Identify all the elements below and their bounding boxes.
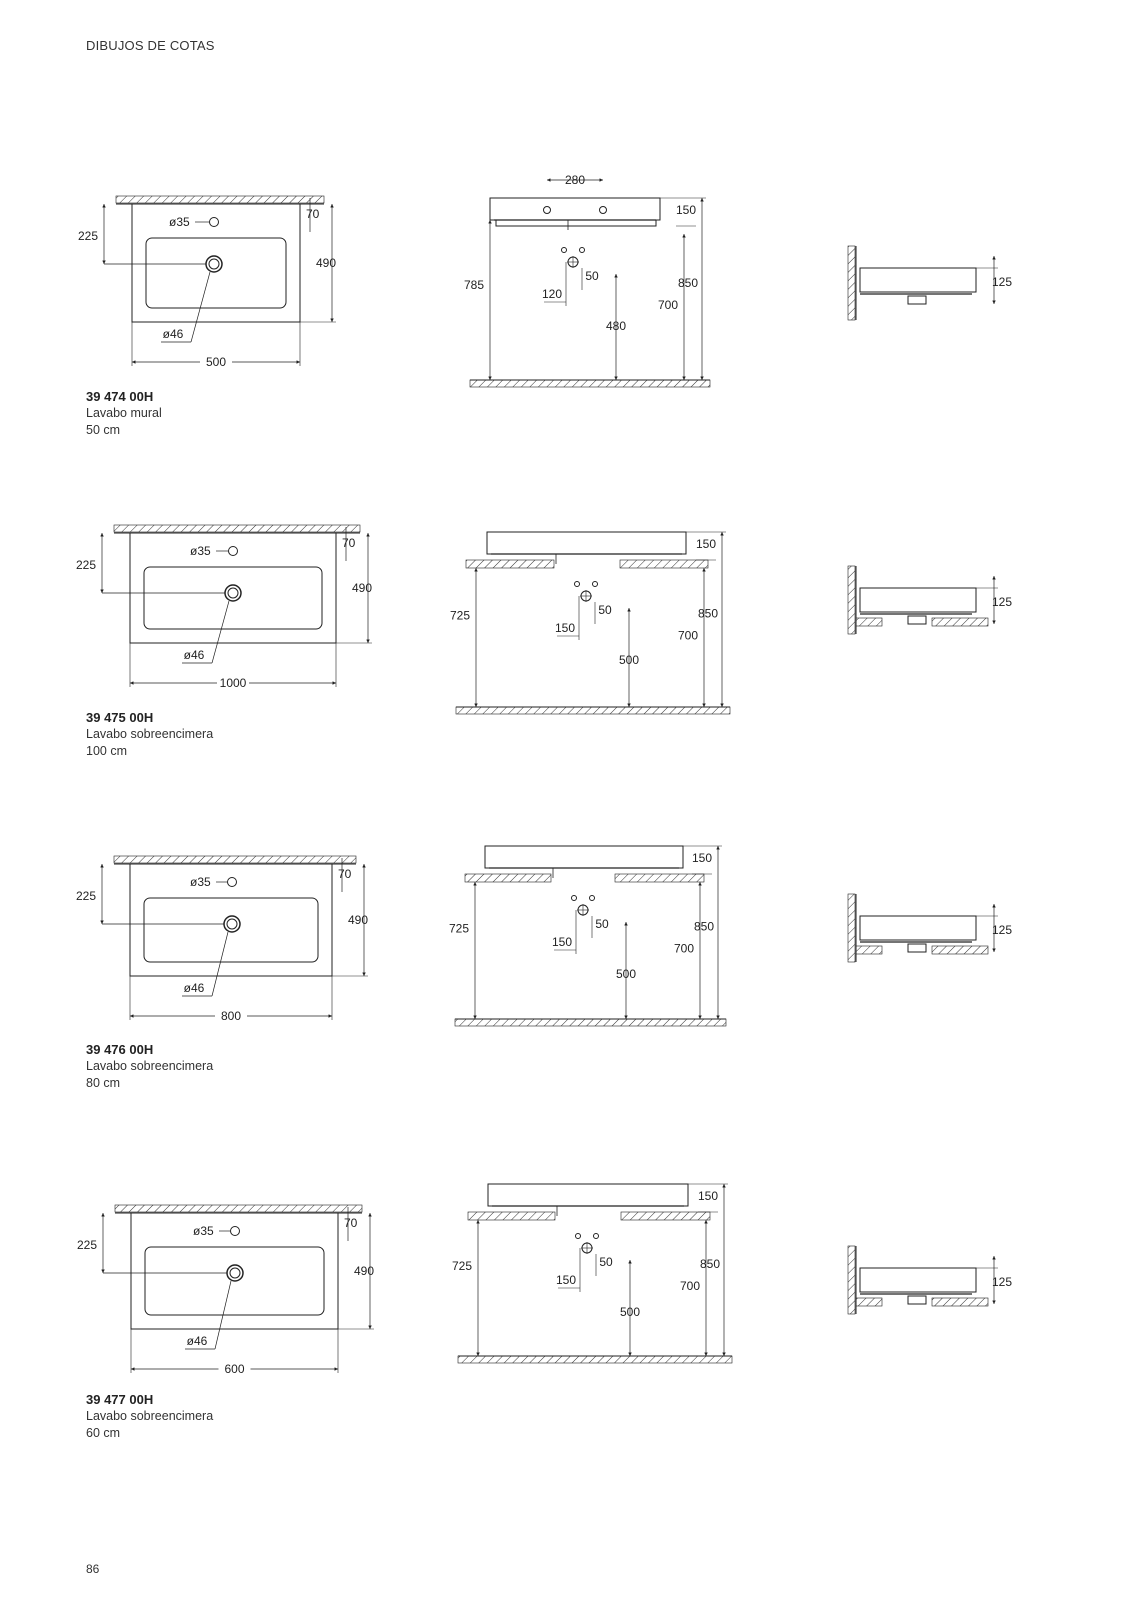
- basin-front: [487, 532, 686, 554]
- dimension-label: 700: [677, 628, 698, 643]
- product-name: Lavabo sobreencimera: [86, 727, 214, 741]
- width-label: 800: [220, 1009, 242, 1023]
- waste-inner: [227, 919, 237, 929]
- dimension-label: 150: [696, 537, 717, 551]
- waste-side: [908, 296, 926, 304]
- product-size: 50 cm: [86, 423, 121, 437]
- dimension-label: 700: [657, 298, 678, 312]
- dimension-label: 480: [605, 319, 627, 333]
- waste-label: ø46: [183, 648, 205, 662]
- basin-side: [860, 916, 976, 940]
- product-caption: [86, 388, 162, 439]
- counter-hatch: [465, 874, 551, 882]
- dimension-label: 225: [75, 558, 96, 572]
- tap-hole-label: ø35: [190, 875, 211, 889]
- valve: [594, 1234, 599, 1239]
- wall-hatch: [848, 246, 855, 320]
- waste-side: [908, 1296, 926, 1304]
- front-view: [449, 846, 726, 1026]
- dimension-label: 725: [448, 921, 469, 936]
- valve: [572, 896, 577, 901]
- product-code: 39 474 00H: [86, 389, 154, 404]
- basin-outline: [131, 1213, 338, 1329]
- waste-side: [908, 944, 926, 952]
- product-drawing-39477: [77, 1184, 1012, 1376]
- counter-hatch: [621, 1212, 710, 1220]
- product-name: Lavabo sobreencimera: [86, 1409, 214, 1423]
- tap-hole: [228, 878, 237, 887]
- waste-inner: [228, 588, 238, 598]
- dimension-label: 850: [697, 606, 718, 621]
- wall-hatch: [114, 856, 356, 863]
- dimension-label: 50: [595, 917, 609, 931]
- product-name: Lavabo sobreencimera: [86, 1059, 214, 1073]
- valve: [575, 582, 580, 587]
- basin-outline: [130, 864, 332, 976]
- dimension-label: 225: [76, 1238, 97, 1252]
- counter-hatch: [620, 560, 708, 568]
- dimension-label: 125: [992, 923, 1013, 937]
- product-code: 39 477 00H: [86, 1392, 154, 1407]
- front-view: [464, 173, 710, 387]
- wall-hatch: [848, 894, 855, 962]
- dimension-label: 850: [677, 276, 698, 290]
- valve: [580, 248, 585, 253]
- counter-hatch: [932, 946, 988, 954]
- wall-hatch: [848, 1246, 855, 1314]
- dimension-label: 500: [619, 1305, 641, 1319]
- leader-line: [212, 932, 228, 996]
- wall-hatch: [116, 196, 324, 203]
- product-drawing-39476: [76, 846, 1012, 1026]
- counter-hatch: [466, 560, 554, 568]
- valve: [593, 582, 598, 587]
- counter-hatch: [615, 874, 704, 882]
- waste-outer: [227, 1265, 243, 1281]
- dimension-label: 125: [992, 1275, 1013, 1289]
- dimension-label: 150: [692, 851, 713, 865]
- floor-hatch: [456, 707, 730, 714]
- basin-side: [860, 268, 976, 292]
- basin-front: [490, 198, 660, 220]
- width-label: 500: [205, 355, 227, 369]
- dimension-label: 700: [679, 1279, 700, 1293]
- dimension-label: 50: [599, 1255, 613, 1269]
- wall-hatch: [114, 525, 360, 532]
- waste-inner: [209, 259, 219, 269]
- dimension-label: 500: [615, 967, 637, 981]
- tap-hole-label: ø35: [190, 544, 211, 558]
- dimension-label: 70: [342, 536, 356, 550]
- product-caption: [86, 709, 213, 760]
- valve: [562, 248, 567, 253]
- waste-outer: [224, 916, 240, 932]
- product-code: 39 476 00H: [86, 1042, 154, 1057]
- basin-bowl: [146, 238, 286, 308]
- dimension-label: 125: [992, 595, 1013, 609]
- counter-hatch: [856, 946, 882, 954]
- counter-hatch: [932, 618, 988, 626]
- basin-side: [860, 588, 976, 612]
- dimension-label: 490: [351, 581, 373, 595]
- product-drawing-39475: [76, 525, 1012, 714]
- dimension-label: 490: [353, 1264, 375, 1278]
- dimension-label: 280: [564, 173, 586, 187]
- waste-label: ø46: [183, 981, 205, 995]
- valve: [590, 896, 595, 901]
- dimension-label: 120: [541, 287, 563, 301]
- side-view: [848, 566, 1012, 634]
- product-size: 100 cm: [86, 744, 127, 758]
- dimension-label: 725: [451, 1259, 472, 1273]
- page-title: DIBUJOS DE COTAS: [86, 38, 215, 53]
- floor-hatch: [458, 1356, 732, 1363]
- dimension-label: 500: [618, 653, 640, 667]
- dimension-label: 70: [344, 1216, 358, 1230]
- tap-hole: [231, 1227, 240, 1236]
- product-code: 39 475 00H: [86, 710, 154, 725]
- tap-hole: [544, 207, 551, 214]
- basin-outline: [132, 204, 300, 322]
- product-size: 60 cm: [86, 1426, 121, 1440]
- dimension-label: 150: [554, 621, 576, 635]
- waste-label: ø46: [186, 1334, 208, 1348]
- waste-outer: [206, 256, 222, 272]
- dimension-label: 700: [673, 941, 694, 956]
- dimension-label: 225: [75, 889, 96, 903]
- basin-side: [860, 1268, 976, 1292]
- dimension-label: 490: [347, 913, 369, 927]
- dimension-label: 125: [992, 275, 1013, 289]
- tap-hole-label: ø35: [193, 1224, 214, 1238]
- tap-hole-label: ø35: [169, 215, 190, 229]
- side-view: [848, 894, 1012, 962]
- product-caption: [86, 1041, 213, 1092]
- dimension-label: 50: [585, 269, 599, 283]
- dimension-label: 225: [77, 229, 98, 243]
- basin-front: [488, 1184, 688, 1206]
- dimension-label: 50: [598, 603, 612, 617]
- counter-hatch: [856, 1298, 882, 1306]
- top-view: [78, 196, 336, 369]
- dimension-label: 150: [676, 203, 697, 217]
- wall-hatch: [115, 1205, 362, 1212]
- width-label: 1000: [219, 676, 247, 690]
- leader-line: [191, 272, 210, 342]
- tap-hole: [600, 207, 607, 214]
- floor-hatch: [470, 380, 710, 387]
- valve: [576, 1234, 581, 1239]
- product-name: Lavabo mural: [86, 406, 162, 420]
- leader-line: [212, 601, 229, 663]
- dimension-label: 70: [306, 207, 320, 221]
- wall-hatch: [848, 566, 855, 634]
- counter-hatch: [856, 618, 882, 626]
- floor-hatch: [455, 1019, 726, 1026]
- dimension-label: 150: [698, 1189, 719, 1203]
- basin-bowl: [144, 898, 318, 962]
- page-number: 86: [86, 1562, 100, 1576]
- front-view: [452, 1184, 732, 1363]
- side-view: [848, 1246, 1012, 1314]
- width-label: 600: [224, 1362, 245, 1376]
- product-size: 80 cm: [86, 1076, 121, 1090]
- waste-label: ø46: [162, 327, 184, 341]
- tap-hole: [210, 218, 219, 227]
- dimension-label: 850: [699, 1257, 720, 1271]
- top-view: [76, 525, 372, 690]
- dimension-label: 785: [463, 278, 484, 292]
- counter-hatch: [932, 1298, 988, 1306]
- waste-side: [908, 616, 926, 624]
- front-view: [450, 532, 730, 714]
- waste-outer: [225, 585, 241, 601]
- dimension-label: 850: [693, 919, 714, 934]
- side-view: [848, 246, 1012, 320]
- top-view: [76, 856, 368, 1023]
- basin-front: [485, 846, 683, 868]
- dimension-label: 725: [449, 608, 470, 623]
- dimension-label: 70: [338, 867, 352, 881]
- top-view: [77, 1205, 374, 1376]
- dimension-label: 490: [315, 256, 337, 270]
- product-caption: [86, 1391, 213, 1442]
- counter-hatch: [468, 1212, 555, 1220]
- dimension-label: 150: [551, 935, 573, 949]
- tap-hole: [229, 547, 238, 556]
- waste-inner: [230, 1268, 240, 1278]
- product-drawing-39474: [78, 173, 1012, 387]
- basin-lip: [496, 220, 656, 226]
- dimension-label: 150: [555, 1273, 577, 1287]
